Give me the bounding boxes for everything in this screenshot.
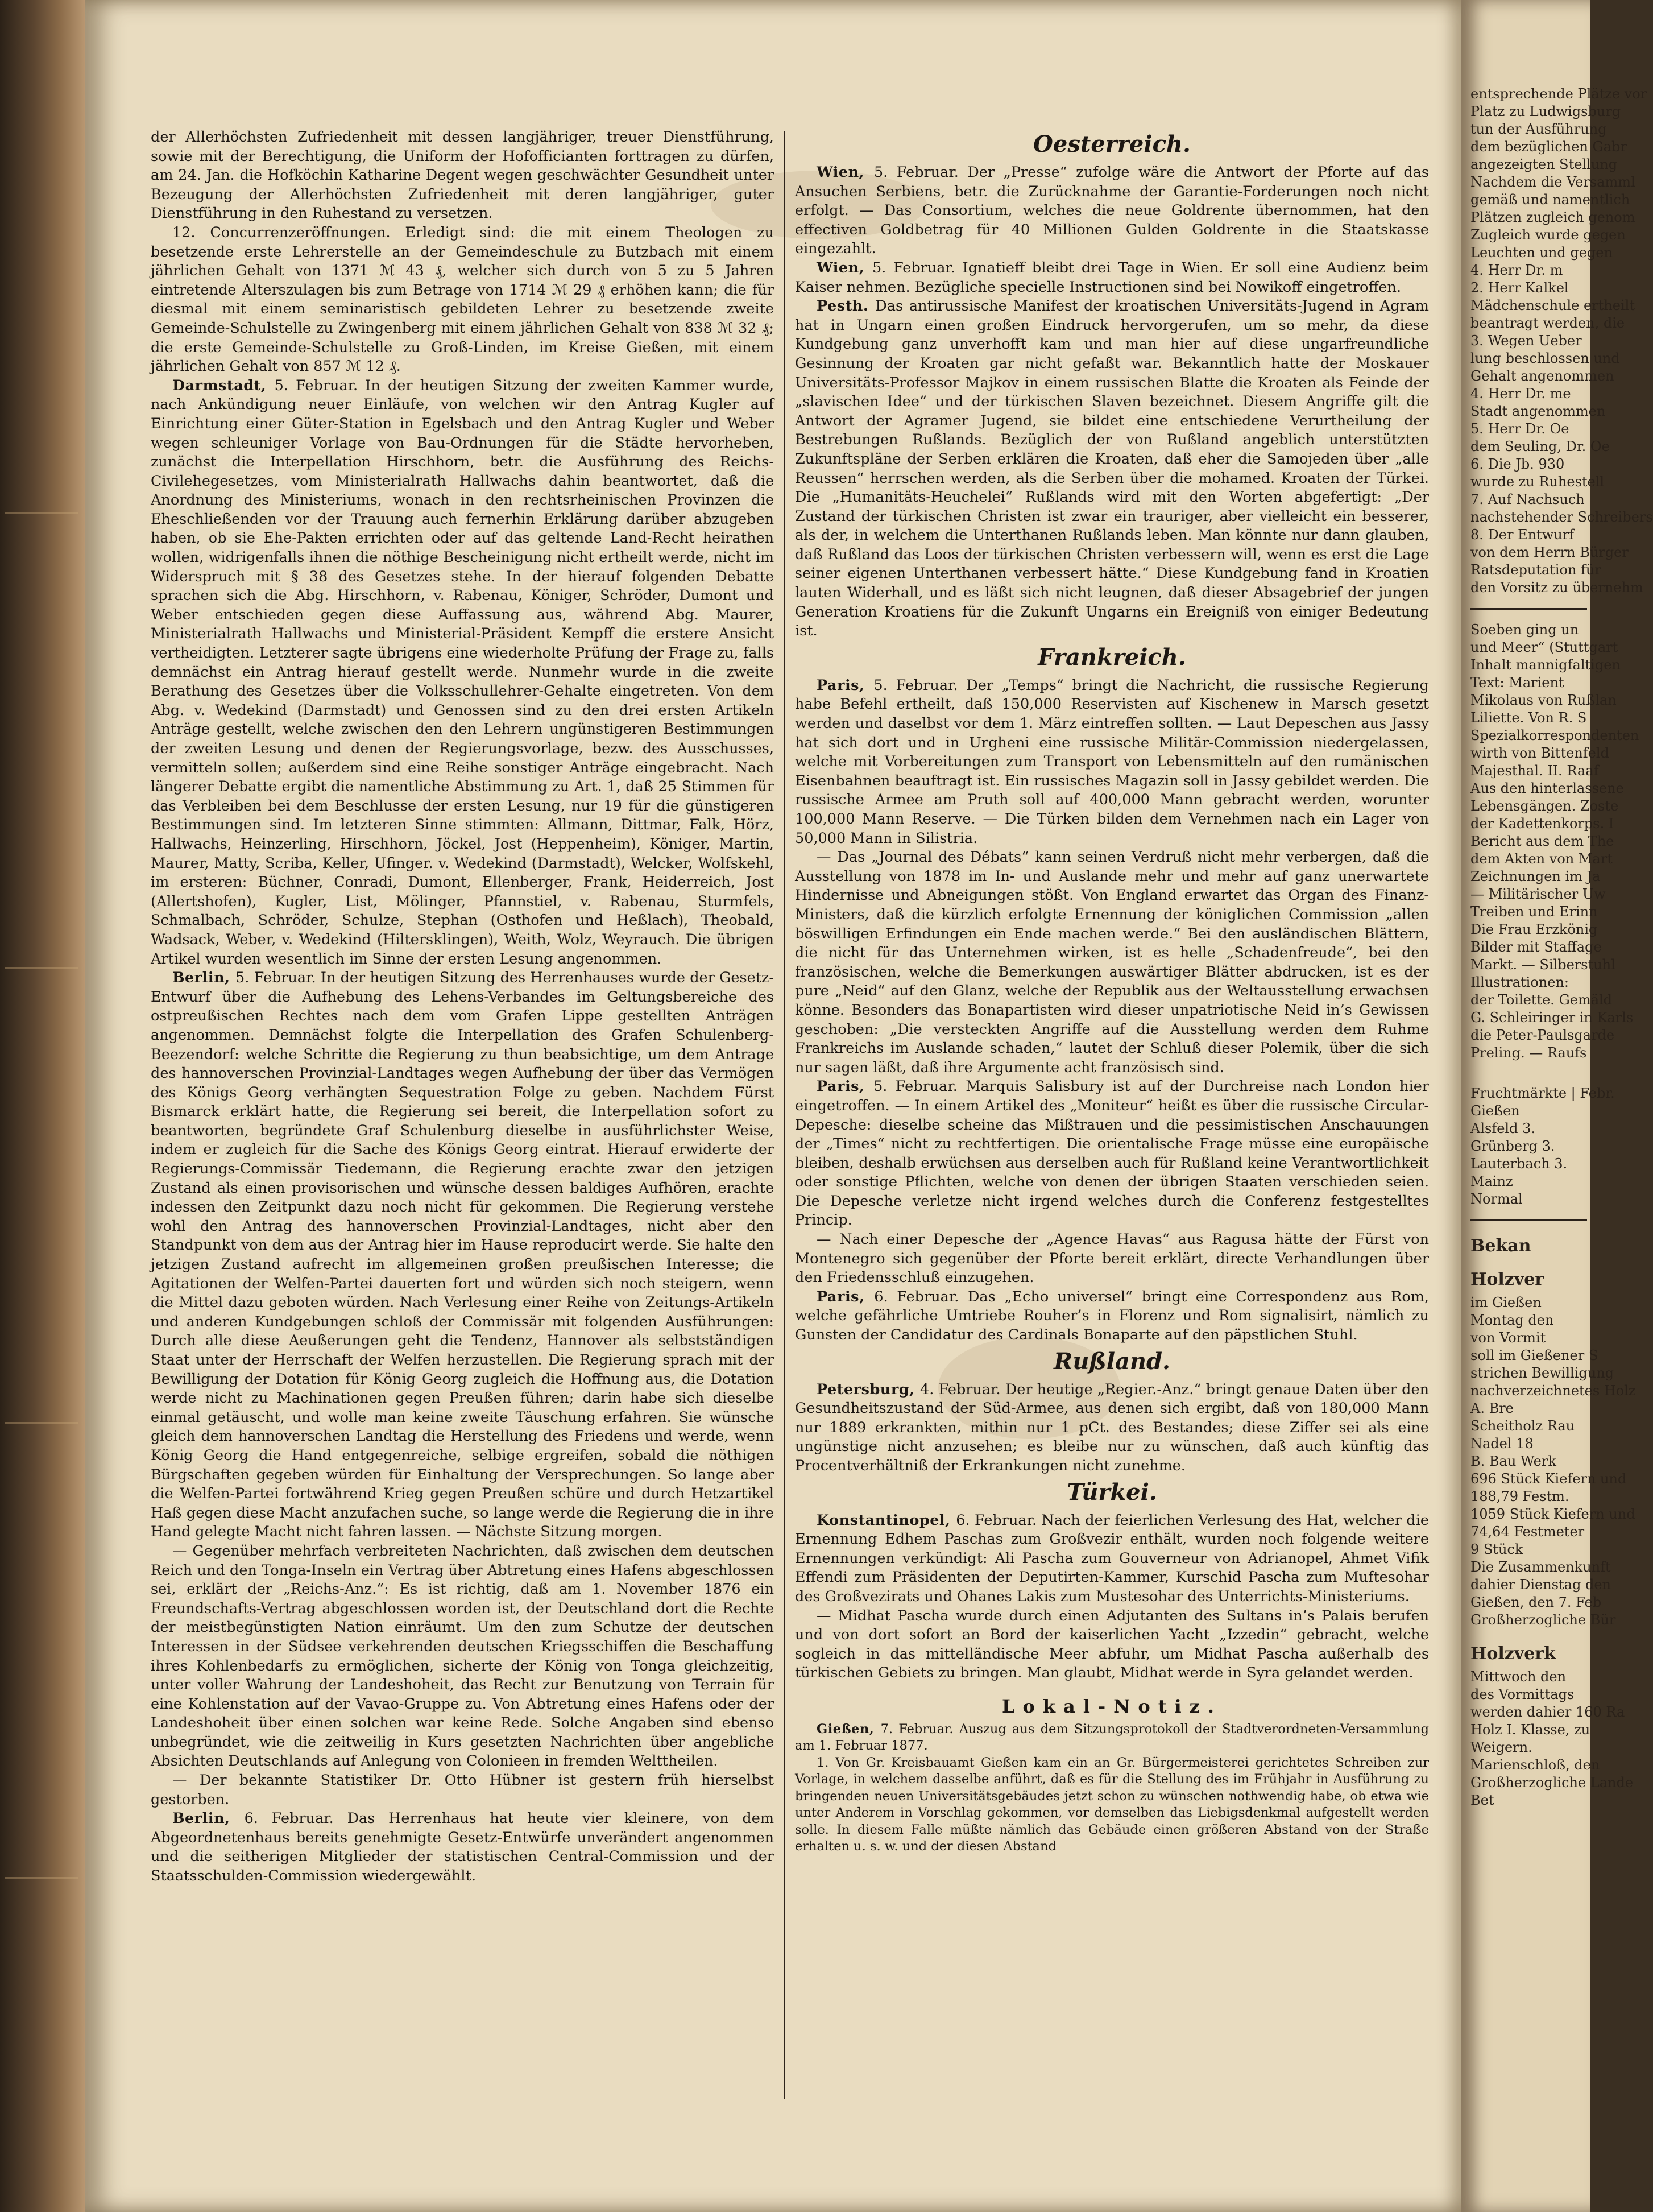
article-paragraph-2 <box>151 377 774 969</box>
fragment-line: Text: Marient <box>1470 675 1564 691</box>
fragment-line: von Vormit <box>1470 1330 1546 1346</box>
fragment-line: nachverzeichnetes Holz <box>1470 1383 1636 1399</box>
dateline: Darmstadt, <box>172 377 275 394</box>
fragment-line: Illustrationen: <box>1470 974 1569 990</box>
lokal-heading: Lokal-Notiz. <box>795 1689 1429 1719</box>
section-heading: Frankreich. <box>1038 643 1186 671</box>
fragment-line: dem Akten von Mart <box>1470 851 1613 867</box>
adjacent-page-text <box>1470 85 1653 1809</box>
article-text: 6. Februar. Das „Echo universel“ bringt eine Correspondenz aus Rom, welche gefährliche Umtriebe Rouher’s in Florenz und Rom signalisirt, nämlich zu Gunsten der Candidatur des Cardinals Bonaparte auf den päpstlichen Stuhl. <box>795 1288 1429 1344</box>
article-text: 6. Februar. Nach der feierlichen Verlesung des Hat, welcher die Ernennung Edhem Paschas zum Großvezir enthält, wurden noch folgende weitere Ernennungen verkündigt: Ali Pascha zum Gouverneur von Adrianopel, Ahmet Vifik Effendi zum Präsidenten der Deputirten-Kammer, Kurschid Pascha zum Muftesohar des Großvezirats und Ohanes Lakis zum Mustesohar des Unterrichts-Ministeriums. <box>795 1511 1429 1605</box>
book-spine <box>0 0 85 2212</box>
table-row: Lauterbach 3. <box>1470 1156 1568 1172</box>
fragment-line: der Kadettenkorps. I <box>1470 816 1614 832</box>
table-row: Gießen <box>1470 1103 1520 1119</box>
fragment-line: Gießen, den 7. Feb <box>1470 1594 1602 1610</box>
fragment-line: beantragt werden, die <box>1470 315 1625 331</box>
fragment-line: Großherzogliche Lande <box>1470 1775 1634 1791</box>
article-text: — Gegenüber mehrfach verbreiteten Nachrichten, daß zwischen dem deutschen Reich und den Tonga-Inseln ein Vertrag über Abtretung eines Hafens abgeschlossen sei, erklärt der „Reichs-Anz.“: Es ist richtig, daß am 1. November 1876 ein Freundschafts-Vertrag abgeschlossen worden ist, der Deutschland dort die Rechte der meistbegünstigten Nation einräumt. Um den zum Schutze der deutschen Interessen in der Südsee verkehrenden deutschen Kriegsschiffen die Beschaffung ihres Kohlenbedarfs zu ermöglichen, sicherte der König von Tonga gleichzeitig, unter voller Wahrung der Landeshoheit, das Recht zur Benutzung von Terrain für eine Kohlenstation auf der Vavao-Gruppe zu. Von Abtretung eines Hafens oder der Landeshoheit über einen solchen war keine Rede. Solche Angaben sind ebenso unbegründet, wie die zeitweilig in Kurs gesetzten Nachrichten über angebliche Absichten Deutschlands auf Anlegung von Colonieen in fremden Welttheilen. <box>151 1542 774 1770</box>
table-row: Mainz <box>1470 1173 1513 1189</box>
fragment-line: Nadel 18 <box>1470 1436 1534 1452</box>
notice-heading: Holzverk <box>1470 1644 1556 1664</box>
article-text: der Allerhöchsten Zufriedenheit mit dessen langjähriger, treuer Dienstführung, sowie mit der Berechtigung, die Uniform der Hofofficianten forttragen zu dürfen, am 24. Jan. die Hofköchin Katharine Degent wegen geschwächter Gesundheit unter Bezeugung der Allerhöchsten Zufriedenheit mit deren langjähriger, guter Dienstführung in den Ruhestand zu versetzen. <box>151 129 774 222</box>
article-text: Das antirussische Manifest der kroatischen Universitäts-Jugend in Agram hat in Ungarn einen großen Eindruck hervorgerufen, um so mehr, da diese Kundgebung ganz unverhofft kam und man hier auf diese ungarfreundliche Gesinnung der Kroaten gar nicht gefaßt war. Bekanntlich hatte der Moskauer Universitäts-Professor Majkov in einem russischen Blatte die Kroaten als Feinde der „slavischen Idee“ und der türkischen Slaven bezeichnet. Diesem Angriffe gilt die Antwort der Agramer Jugend, sie bildet eine entschiedene Verurtheilung der Bestrebungen Rußlands. Bezüglich der von Rußland angeblich unterstützten Zukunftspläne der Serben erklären die Kroaten, daß eher die Samojeden über „alle Reussen“ herrschen werden, als die Serben über die mohamed. Kroaten der Türkei. Die „Humanitäts-Heuchelei“ Rußlands wird mit den Worten abgefertigt: „Der Zustand der türkischen Christen ist zwar ein trauriger, aber vielleicht ein besserer, als der, in welchem die Unterthanen Rußlands leben. Man könnte nur dann glauben, daß Rußland das Loos der türkischen Christen verbessern will, wenn es erst die Lage seiner eigenen Unterthanen verbessert hätte.“ Diese Kundgebung fand in Kroatien lauten Widerhall, und es läßt sich nicht leugnen, daß dieser Absagebrief der jungen Generation Kroatiens für die Zukunft Ungarns ein Ereigniß von einiger Bedeutung ist. <box>795 297 1429 640</box>
fragment-line: 7. Auf Nachsuch <box>1470 491 1585 507</box>
fragment-line: dem Seuling, Dr. Oe <box>1470 439 1610 454</box>
article-text: — Nach einer Depesche der „Agence Havas“ aus Ragusa hätte der Fürst von Montenegro sich gegenüber der Pforte bereit erklärt, directe Verhandlungen über den Friedensschluß einzugehen. <box>795 1231 1429 1287</box>
article-text: 5. Februar. In der heutigen Sitzung der zweiten Kammer wurde, nach Ankündigung neuer Einläufe, von welchen wir den Antrag Kugler auf Einrichtung einer Güter-Station in Egelsbach und den Antrag Kugler und Weber wegen schleuniger Vorlage von Bau-Ordnungen für die Städte hervorheben, zunächst die Interpellation Hirschhorn, betr. die Ausführung des Reichs-Civilehegesetzes, vom Ministerialrath Hallwachs dahin beantwortet, daß die Anordnung des Ministeriums, wonach in den rechtsrheinischen Provinzen die Eheschließenden vor der Trauung auch fernerhin Erklärung darüber abzugeben haben, ob sie Ehe-Pakten errichten oder auf das geltende Land-Recht heirathen wollen, widrigenfalls ihnen die nöthige Bescheinigung nicht ertheilt werde, nicht im Widerspruch mit § 38 des Gesetzes stehe. In der hierauf folgenden Debatte sprachen sich die Abg. Hirschhorn, v. Rabenau, Königer, Schröder, Dumont und Weber entschieden gegen diese Auffassung aus, während Abg. Maurer, Ministerialrath Hallwachs und Ministerial-Präsident Kempff die erstere Ansicht vertheidigten. Letzterer sagte übrigens eine wiederholte Prüfung der Frage zu, falls demnächst ein Antrag hierauf gestellt werde. Nunmehr wurde in die zweite Berathung des Gesetzes über die Volksschullehrer-Gehalte eingetreten. Von dem Abg. v. Wedekind (Darmstadt) und Genossen sind zu den drei ersten Artikeln Anträge gestellt, welche zwischen den den Lehrern ungünstigeren Bestimmungen der zweiten Lesung und denen der Regierungsvorlage, bezw. des Ausschusses, vermitteln sollen; außerdem sind eine Reihe sonstiger Anträge eingebracht. Nach längerer Debatte ergibt die namentliche Abstimmung zu Art. 1, daß 25 Stimmen für das Verbleiben bei dem Beschlusse der ersten Lesung, nur 19 für die günstigeren Bestimmungen sind. Im letzteren Sinne stimmten: Allmann, Dittmar, Falk, Hörz, Hallwachs, Heinzerling, Hirschhorn, Jöckel, Jost (Heppenheim), Königer, Martin, Maurer, Matty, Scriba, Keller, Ufinger. v. Wedekind (Darmstadt), Welcker, Wolfskehl, im ersteren: Büchner, Conradi, Dumont, Ellenberger, Frank, Heiderreich, Jost (Allertshofen), Kugler, List, Mölinger, Pfannstiel, v. Rabenau, Sturmfels, Schmalbach, Schröder, Schulze, Stephan (Osthofen und Heßlach), Theobald, Wadsack, Weber, v. Wedekind (Hiltersklingen), Weith, Wolz, Weyrauch. Die übrigen Artikel wurden wesentlich im Sinne der ersten Lesung angenommen. <box>151 377 774 968</box>
dateline: Pesth. <box>817 297 876 315</box>
fragment-line: Bilder mit Staffage <box>1470 939 1602 955</box>
fragment-line: angezeigten Stellung <box>1470 156 1618 172</box>
fragment-line: 9 Stück <box>1470 1541 1523 1557</box>
lokal-paragraph <box>795 1755 1429 1855</box>
fragment-line: 2. Herr Kalkel <box>1470 280 1569 296</box>
article-text: 5. Februar. Ignatieff bleibt drei Tage in Wien. Er soll eine Audienz beim Kaiser nehmen. Bezügliche specielle Instructionen sind bei Nowikoff eingetroffen. <box>795 259 1429 296</box>
fragment-line: dahier Dienstag den <box>1470 1577 1611 1593</box>
news-paragraph <box>795 297 1429 641</box>
fragment-line: Weigern. <box>1470 1739 1532 1755</box>
fragment-line: 696 Stück Kiefern und <box>1470 1471 1627 1487</box>
fragment-line: Gehalt angenommen <box>1470 368 1614 384</box>
fragment-line: tun der Ausführung <box>1470 121 1607 137</box>
article-text: 12. Concurrenzeröffnungen. Erledigt sind: die mit einem Theologen zu besetzende erste Lehrerstelle an der Gemeindeschule zu Butzbach mit einem jährlichen Gehalt von 1371 ℳ 43 ₰, welcher sich durch von 5 zu 5 Jahren eintretende Alterszulagen bis zum Betrage von 1714 ℳ 29 ₰ erhöhen kann; die für diesmal mit einem seminaristisch gebildeten Lehrer zu besetzende zweite Gemeinde-Schulstelle zu Zwingenberg mit einem jährlichen Gehalt von 838 ℳ 32 ₰; die erste Gemeinde-Schulstelle zu Groß-Linden, im Kreise Gießen, mit einem jährlichen Gehalt von 857 ℳ 12 ₰. <box>151 224 774 375</box>
fragment-line: Mittwoch den <box>1470 1669 1567 1685</box>
fragment-line: — Militärischer Uw <box>1470 886 1606 902</box>
fragment-line: dem bezüglichen Gabr <box>1470 139 1627 155</box>
fragment-line: Scheitholz Rau <box>1470 1418 1575 1434</box>
fragment-line: Holz I. Klasse, zu <box>1470 1722 1590 1738</box>
notice-subheading: im Gießen <box>1470 1295 1542 1310</box>
fragment-line: werden dahier 160 Ra <box>1470 1704 1625 1720</box>
article-text: 5. Februar. In der heutigen Sitzung des Herrenhauses wurde der Gesetz-Entwurf über die Aufhebung des Lehens-Verbandes im Geltungsbereiche des ostpreußischen Rechtes nach dem vom Grafen Lippe gestellten Anträgen angenommen. Demnächst folgte die Interpellation des Grafen Schulenberg-Beezendorf: welche Schritte die Regierung zu thun beabsichtige, um dem Antrage des hannoverschen Provinzial-Landtages wegen Aufhebung der über das Vermögen des Königs Georg verhängten Sequestration Folge zu geben. Nachdem Fürst Bismarck erklärt hatte, die Regierung sei bereit, die Interpellation sofort zu beantworten, begründete Graf Schulenburg dieselbe in ausführlichster Weise, indem er zugleich für die Sache des Königs Georg eintrat. Hierauf erwiderte der Regierungs-Commissär Tiedemann, die Regierung erachte zwar den jetzigen Zustand als einen provisorischen und wünsche dessen baldiges Aufhören, erachte indessen den Zeitpunkt dazu noch nicht für gekommen. Die Regierung verstehe wohl den Antrag des hannoverschen Provinzial-Landtages, nicht aber den Standpunkt von dem aus der Antrag hier im Hause reproducirt werde. Sie halte den jetzigen Zustand aufrecht im allgemeinen großen preußischen Interesse; die Agitationen der Welfen-Partei dauerten fort und würden sich noch steigern, wenn die Mittel dazu geboten würden. Nach Verlesung einer Reihe von Zeitungs-Artikeln und anderen Kundgebungen schloß der Commissär mit folgenden Ausführungen: Durch alle diese Aeußerungen geht die Tendenz, Hannover als selbstständigen Staat unter der Herrschaft der Welfen herzustellen. Die Regierung sprach mit der Bewilligung der Dotation für König Georg zugleich die Hoffnung aus, die Dotation werde nicht zu Machinationen gegen Preußen führen; darin habe sich dieselbe einmal getäuscht, und wolle man keine zweite Täuschung erfahren. Sie wünsche gleich dem hannoverschen Landtag die Herstellung des Friedens und werde, wenn König Georg die Hand entgegenreiche, selbige ergreifen, sobald die nöthigen Bürgschaften gegeben würden für Einhaltung der Versprechungen. So lange aber die Welfen-Partei fortwährend Krieg gegen Preußen schüre und durch Hetzartikel Haß gegen diese Macht anzufachen suche, so lange werde die Regierung die in ihre Hand gelegte Macht nicht fahren lassen. — Nächste Sitzung morgen. <box>151 969 774 1541</box>
fragment-line: 4. Herr Dr. me <box>1470 386 1571 402</box>
article-text: 7. Februar. Auszug aus dem Sitzungsprotokoll der Stadtverordneten-Versammlung am 1. Februar 1877. <box>795 1721 1430 1754</box>
fragment-line: Plätzen zugleich genom <box>1470 209 1635 225</box>
fragment-line: den Vorsitz zu übernehm <box>1470 580 1643 596</box>
article-text: — Der bekannte Statistiker Dr. Otto Hübner ist gestern früh hierselbst gestorben. <box>151 1772 774 1808</box>
article-text: 5. Februar. Der „Presse“ zufolge wäre die Antwort der Pforte auf das Ansuchen Serbiens, betr. die Zurücknahme der Garantie-Forderungen noch nicht erfolgt. — Das Consortium, welches die neue Goldrente übernommen, hat den effectiven Goldbetrag für 40 Millionen Gulden Goldrente in die Staatskasse eingezahlt. <box>795 164 1429 258</box>
table-header: Fruchtmärkte | Febr. <box>1470 1085 1615 1101</box>
fragment-line: Spezialkorrespondenten <box>1470 727 1639 743</box>
fragment-line: Soeben ging un <box>1470 622 1579 638</box>
lokal-paragraph <box>795 1721 1429 1755</box>
column-divider <box>784 131 785 2099</box>
fragment-line: Leuchten und gegen <box>1470 245 1613 261</box>
fragment-line: 74,64 Festmeter <box>1470 1524 1585 1540</box>
news-paragraph <box>795 259 1429 297</box>
article-text: 1. Von Gr. Kreisbauamt Gießen kam ein an Gr. Bürgermeisterei gerichtetes Schreiben zur Vorlage, in welchem dasselbe anführt, daß es für die Stellung des im Frühjahr in Ausführung zu bringenden neuen Universitätsgebäudes jetzt schon zu wünschen nothwendig habe, ob etwa wie unter Anderem in Vorschlag gekommen, vor demselben das Liebigsdenkmal aufgestellt werden solle. In diesem Falle müßte nämlich das Gebäude einen größeren Abstand von der Straße erhalten u. s. w. und der diesen Abstand <box>795 1755 1429 1854</box>
fragment-line: Zeichnungen im Ja <box>1470 869 1601 884</box>
article-paragraph-4 <box>151 1542 774 1771</box>
fragment-line: wirth von Bittenfeld <box>1470 745 1609 761</box>
news-paragraph <box>795 1607 1429 1683</box>
section-heading: Oesterreich. <box>1033 131 1191 158</box>
fragment-line: die Peter-Paulsgarde <box>1470 1027 1615 1043</box>
fragment-line: nachstehender Schreibers <box>1470 509 1653 525</box>
news-paragraph <box>795 676 1429 848</box>
fragment-line: Inhalt mannigfaltigen <box>1470 657 1621 673</box>
rule <box>1470 608 1587 610</box>
fragment-line: Großherzogliche Bür <box>1470 1612 1616 1628</box>
fragment-line: Marienschloß, den <box>1470 1757 1600 1773</box>
dateline: Berlin, <box>172 969 236 987</box>
article-paragraph-1 <box>151 224 774 377</box>
fragment-line: Aus den hinterlassene <box>1470 780 1624 796</box>
fragment-line: Treiben und Erinn <box>1470 904 1598 920</box>
news-paragraph <box>795 848 1429 1077</box>
fragment-line: Markt. — Silberstuhl <box>1470 957 1615 973</box>
article-text: — Midhat Pascha wurde durch einen Adjutanten des Sultans in’s Palais berufen und von dort sofort an Bord der kaiserlichen Yacht „Izzedin“ gebracht, welche sogleich in das mittelländische Meer abfuhr, um Midhat Pascha außerhalb des türkischen Gebiets zu bringen. Man glaubt, Midhat werde in Syra gelandet werden. <box>795 1607 1429 1682</box>
left-column <box>151 128 774 1886</box>
fragment-line: strichen Bewilligung <box>1470 1365 1614 1381</box>
fragment-line: des Vormittags <box>1470 1686 1575 1702</box>
fragment-line: 8. Der Entwurf <box>1470 527 1575 543</box>
notice-heading: Holzver <box>1470 1270 1544 1289</box>
article-text: 6. Februar. Das Herrenhaus hat heute vier kleinere, von dem Abgeordnetenhaus bereits genehmigte Gesetz-Entwürfe unverändert angenommen und die seitherigen Mitglieder der statistischen Central-Commission und der Staatsschulden-Commission wiedergewählt. <box>151 1810 774 1885</box>
fragment-line: 188,79 Festm. <box>1470 1489 1569 1504</box>
article-text: 5. Februar. Marquis Salisbury ist auf der Durchreise nach London hier eingetroffen. — In einem Artikel des „Moniteur“ heißt es über die russische Circular-Depesche: dieselbe scheine das Mißtrauen und die pessimistischen Anschauungen der „Times“ nicht zu rechtfertigen. Die orientalische Frage müsse eine europäische bleiben, deshalb erwüchsen aus derselben auch für Rußland keine Verantwortlichkeit oder sonstige Pflichten, welche von denen der übrigen Staaten verschieden seien. Die Depesche verletze nicht irgend welches durch die Conferenz festgestelltes Princip. <box>795 1078 1430 1229</box>
fragment-line: Montag den <box>1470 1312 1554 1328</box>
fragment-line: Bericht aus dem The <box>1470 833 1614 849</box>
dateline: Paris, <box>817 1078 874 1095</box>
article-paragraph-0 <box>151 128 774 224</box>
table-footer: Normal <box>1470 1191 1523 1207</box>
news-paragraph <box>795 1511 1429 1607</box>
dateline: Paris, <box>817 1288 875 1305</box>
news-paragraph <box>795 1288 1429 1345</box>
news-paragraph <box>795 1230 1429 1288</box>
fragment-line: soll im Gießener S <box>1470 1347 1598 1363</box>
fragment-line: Nachdem die Versamml <box>1470 174 1635 190</box>
table-row: Alsfeld 3. <box>1470 1121 1535 1136</box>
notice-heading: Bekan <box>1470 1236 1531 1256</box>
fragment-line: Platz zu Ludwigsburg <box>1470 104 1621 119</box>
section-heading: Türkei. <box>1067 1478 1157 1506</box>
fragment-line: B. Bau Werk <box>1470 1453 1556 1469</box>
fragment-line: gemäß und namentlich <box>1470 192 1630 208</box>
news-paragraph <box>795 1077 1429 1230</box>
dateline: Wien, <box>817 164 874 181</box>
fragment-line: Zugleich wurde gegen <box>1470 227 1626 243</box>
article-text: — Das „Journal des Débats“ kann seinen Verdruß nicht mehr verbergen, daß die Ausstellung von 1878 im In- und Auslande mehr und mehr auf ganz unerwartete Hindernisse und Abneigungen stößt. Von England erwartet das Organ des Finanz-Ministers, daß die kürzlich erfolgte Ernennung der königlichen Commission „allen böswilligen Erfindungen ein Ende machen werde.“ Bei den ausländischen Blättern, die nicht für das Unternehmen wirken, ist es helle „Schadenfreude“, bei den französischen, welche die Bemerkungen auswärtiger Blätter abdrucken, ist es der pure „Neid“ auf den Glanz, welche der Republik aus der Weltausstellung erwachsen könne. Besonders das Bonapartisten wird dieser unpatriotische Neid in’s Gewissen geschoben: „Die versteckten Angriffe auf die Ausstellung werden dem Ruhme Frankreichs im Auslande schaden,“ lautet der Schluß dieser Polemik, über die sich nur sagen läßt, daß ihre Argumente acht französisch sind. <box>795 849 1429 1076</box>
rule <box>1470 1219 1587 1221</box>
fragment-line: Die Frau Erzkönig <box>1470 921 1598 937</box>
dateline: Berlin, <box>172 1810 245 1828</box>
fragment-line: Lebensgängen. Zoste <box>1470 798 1619 814</box>
fragment-line: 1059 Stück Kiefern und <box>1470 1506 1635 1522</box>
article-text: 5. Februar. Der „Temps“ bringt die Nachricht, die russische Regierung habe Befehl ertheilt, daß 150,000 Reservisten auf Kischenew in Marsch gesetzt werden und daselbst vor dem 1. März eintreffen sollten. — Laut Depeschen aus Jassy hat sich dort und in Urgheni eine russische Militär-Commission niedergelassen, welche mit Vorbereitungen zum Transport von Lebensmitteln auf den rumänischen Eisenbahnen beauftragt ist. Ein russisches Magazin soll in Jassy gebildet werden. Die russische Armee am Pruth soll auf 400,000 Mann gebracht werden, worunter 100,000 Mann Reserve. — Die Türken bilden dem Vernehmen nach ein Lager von 50,000 Mann in Silistria. <box>795 676 1429 847</box>
fragment-line: lung beschlossen und <box>1470 350 1620 366</box>
table-row: Grünberg 3. <box>1470 1138 1555 1154</box>
dateline: Wien, <box>817 259 872 276</box>
right-column <box>795 128 1429 1855</box>
fragment-line: und Meer“ (Stuttgart <box>1470 639 1618 655</box>
fragment-line: Stadt angenommen <box>1470 403 1606 419</box>
fragment-line: 4. Herr Dr. m <box>1470 262 1563 278</box>
article-paragraph-3 <box>151 969 774 1542</box>
fragment-line: A. Bre <box>1470 1400 1514 1416</box>
article-text: 4. Februar. Der heutige „Regier.-Anz.“ bringt genaue Daten über den Gesundheitszustand der Süd-Armee, aus denen sich ergibt, daß von 180,000 Mann nur 1889 erkrankten, mithin nur 1 pCt. des Bestandes; diese Ziffer sei als eine ungünstige nicht anzusehen; es bleibe nur zu wünschen, daß auch künftig das Procentverhältniß der Erkrankungen nicht zunehme. <box>795 1380 1429 1474</box>
dateline: Paris, <box>817 676 874 694</box>
fragment-line: G. Schleiringer in Karls <box>1470 1010 1634 1026</box>
fragment-line: Majesthal. II. Raaf <box>1470 763 1599 779</box>
fragment-line: Die Zusammenkunft <box>1470 1559 1611 1575</box>
fragment-line: entsprechende Plätze vor <box>1470 86 1647 102</box>
adjacent-page-fragment <box>1461 0 1653 2212</box>
section-heading: Rußland. <box>1054 1347 1170 1375</box>
dateline: Konstantinopel, <box>817 1511 956 1529</box>
fragment-line: 5. Herr Dr. Oe <box>1470 421 1569 437</box>
fragment-line: wurde zu Ruhestell <box>1470 474 1605 490</box>
fragment-line: der Toilette. Gemäld <box>1470 992 1613 1008</box>
fragment-line: Mikolaus von Rußlan <box>1470 692 1617 708</box>
fragment-line: Liliette. Von R. S <box>1470 710 1587 726</box>
article-paragraph-6 <box>151 1809 774 1886</box>
news-paragraph <box>795 163 1429 259</box>
fragment-line: Preling. — Raufs <box>1470 1045 1587 1061</box>
fragment-line: 6. Die Jb. 930 <box>1470 456 1565 472</box>
news-paragraph <box>795 1380 1429 1476</box>
market-table <box>1470 1085 1615 1208</box>
lokal-body <box>795 1721 1429 1855</box>
fragment-line: 3. Wegen Ueber <box>1470 333 1582 349</box>
dateline: Petersburg, <box>817 1380 921 1398</box>
fragment-line: von dem Herrn Bürger <box>1470 544 1629 560</box>
fragment-line: Mädchenschule ertheilt <box>1470 297 1635 313</box>
dateline: Gießen, <box>817 1721 881 1736</box>
article-paragraph-5 <box>151 1771 774 1809</box>
fragment-line: Bet <box>1470 1792 1494 1808</box>
fragment-line: Ratsdeputation für <box>1470 562 1601 578</box>
